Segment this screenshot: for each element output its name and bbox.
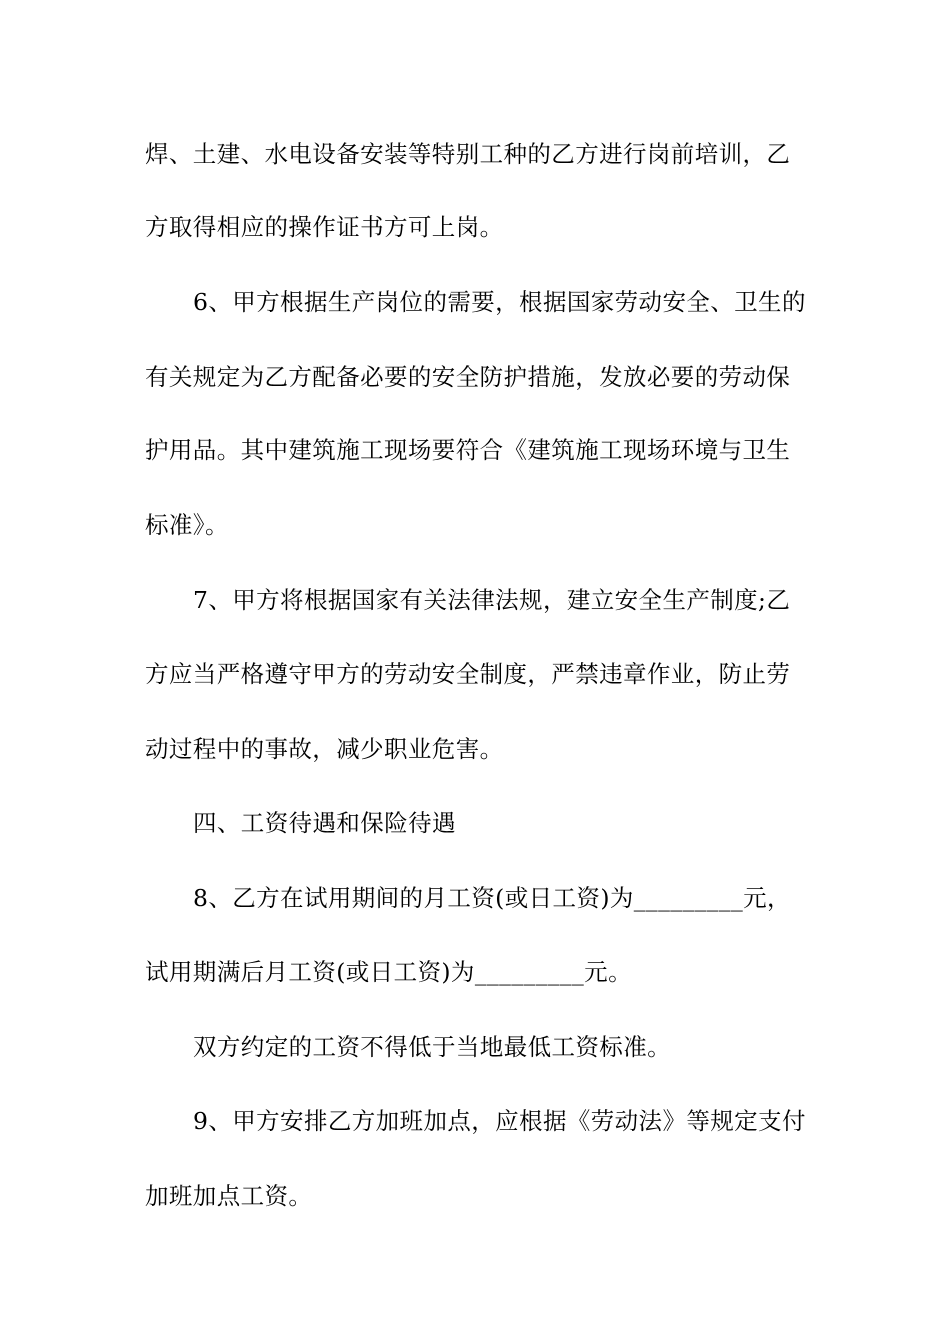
text-line: 8、乙方在试用期间的月工资(或日工资)为_________元， (193, 884, 791, 912)
text-line: 7、甲方将根据国家有关法律法规，建立安全生产制度;乙 (193, 586, 791, 614)
text-line: 标准》。 (145, 511, 229, 539)
section-heading: 四、工资待遇和保险待遇 (193, 809, 456, 837)
text-line: 有关规定为乙方配备必要的安全防护措施，发放必要的劳动保 (145, 363, 791, 391)
text-line: 双方约定的工资不得低于当地最低工资标准。 (193, 1033, 671, 1061)
text-line: 焊、土建、水电设备安装等特别工种的乙方进行岗前培训，乙 (145, 140, 791, 168)
text-line: 试用期满后月工资(或日工资)为_________元。 (145, 958, 632, 986)
text-line: 方应当严格遵守甲方的劳动安全制度，严禁违章作业，防止劳 (145, 660, 791, 688)
text-line: 9、甲方安排乙方加班加点，应根据《劳动法》等规定支付 (193, 1107, 806, 1135)
text-line: 动过程中的事故，减少职业危害。 (145, 735, 504, 763)
text-line: 护用品。其中建筑施工现场要符合《建筑施工现场环境与卫生 (145, 436, 791, 464)
text-line: 6、甲方根据生产岗位的需要，根据国家劳动安全、卫生的 (193, 288, 806, 316)
text-line: 方取得相应的操作证书方可上岗。 (145, 213, 504, 241)
text-line: 加班加点工资。 (145, 1182, 313, 1210)
